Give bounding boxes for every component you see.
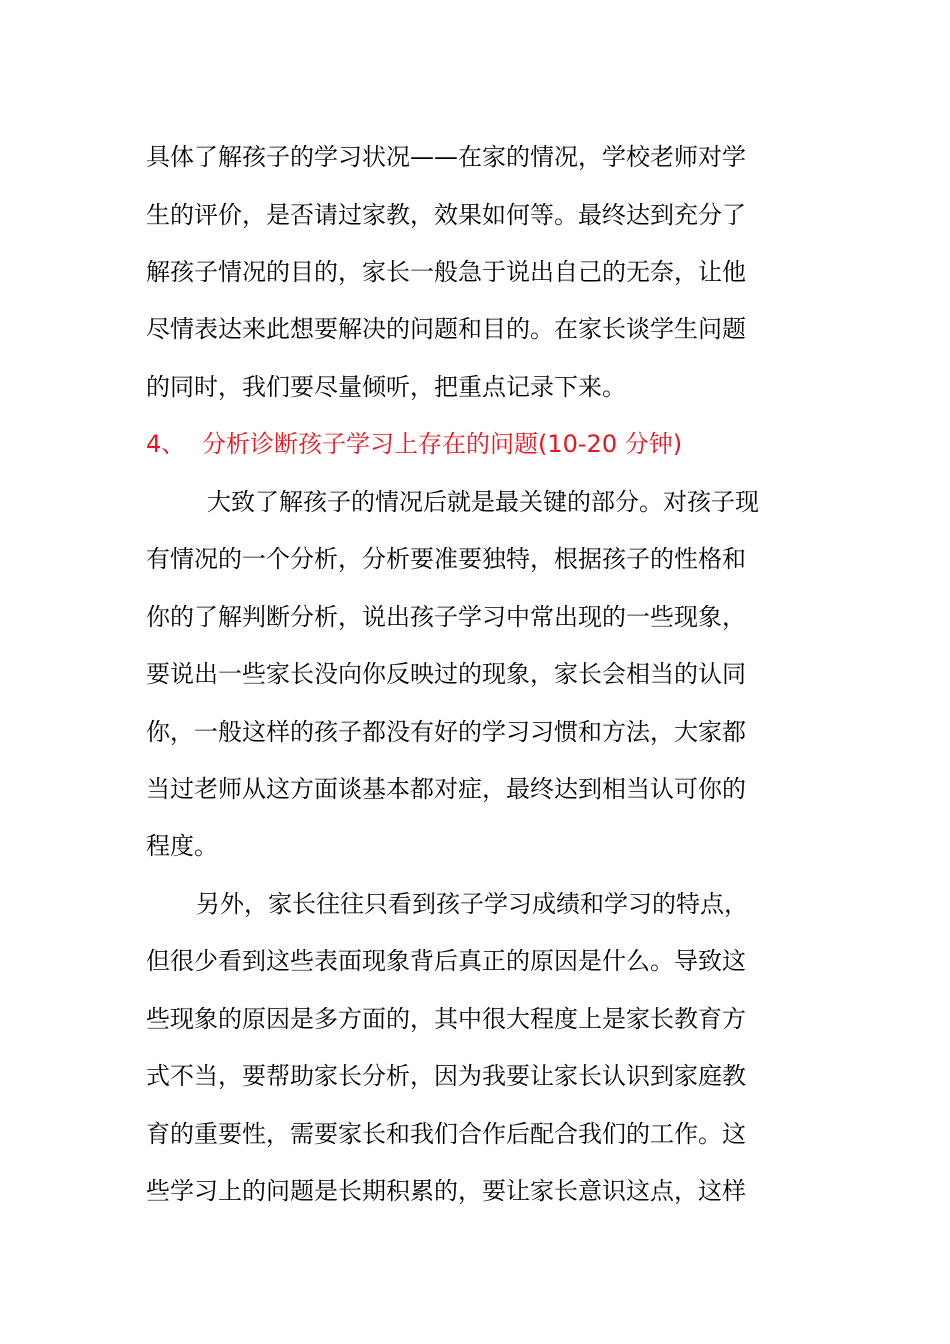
paragraph-3-line-1: 另外，家长往往只看到孩子学习成绩和学习的特点， bbox=[196, 890, 748, 918]
paragraph-1-line-2: 生的评价，是否请过家教，效果如何等。最终达到充分了 bbox=[146, 201, 746, 229]
section-heading-text: 分析诊断孩子学习上存在的问题(10-20 分钟) bbox=[202, 430, 683, 458]
paragraph-3-line-4: 式不当，要帮助家长分析，因为我要让家长认识到家庭教 bbox=[146, 1062, 746, 1090]
paragraph-1-line-3: 解孩子情况的目的，家长一般急于说出自己的无奈，让他 bbox=[146, 258, 746, 286]
paragraph-2-line-1: 大致了解孩子的情况后就是最关键的部分。对孩子现 bbox=[207, 488, 759, 516]
paragraph-1-line-1: 具体了解孩子的学习状况——在家的情况，学校老师对学 bbox=[146, 143, 746, 171]
paragraph-3-line-2: 但很少看到这些表面现象背后真正的原因是什么。导致这 bbox=[146, 947, 746, 975]
paragraph-3-line-6: 些学习上的问题是长期积累的，要让家长意识这点，这样 bbox=[146, 1177, 746, 1205]
paragraph-1-line-5: 的同时，我们要尽量倾听，把重点记录下来。 bbox=[146, 373, 626, 401]
paragraph-3-line-5: 育的重要性，需要家长和我们合作后配合我们的工作。这 bbox=[146, 1120, 746, 1148]
paragraph-1-line-4: 尽情表达来此想要解决的问题和目的。在家长谈学生问题 bbox=[146, 315, 746, 343]
paragraph-2-line-7: 程度。 bbox=[146, 832, 218, 860]
section-heading-number: 4、 bbox=[146, 430, 186, 458]
paragraph-2-line-6: 当过老师从这方面谈基本都对症，最终达到相当认可你的 bbox=[146, 775, 746, 803]
section-heading bbox=[146, 429, 682, 459]
paragraph-3-line-3: 些现象的原因是多方面的，其中很大程度上是家长教育方 bbox=[146, 1005, 746, 1033]
paragraph-2-line-3: 你的了解判断分析，说出孩子学习中常出现的一些现象， bbox=[146, 603, 746, 631]
paragraph-2-line-4: 要说出一些家长没向你反映过的现象，家长会相当的认同 bbox=[146, 660, 746, 688]
paragraph-2-line-2: 有情况的一个分析，分析要准要独特，根据孩子的性格和 bbox=[146, 545, 746, 573]
paragraph-2-line-5: 你，一般这样的孩子都没有好的学习习惯和方法，大家都 bbox=[146, 718, 746, 746]
